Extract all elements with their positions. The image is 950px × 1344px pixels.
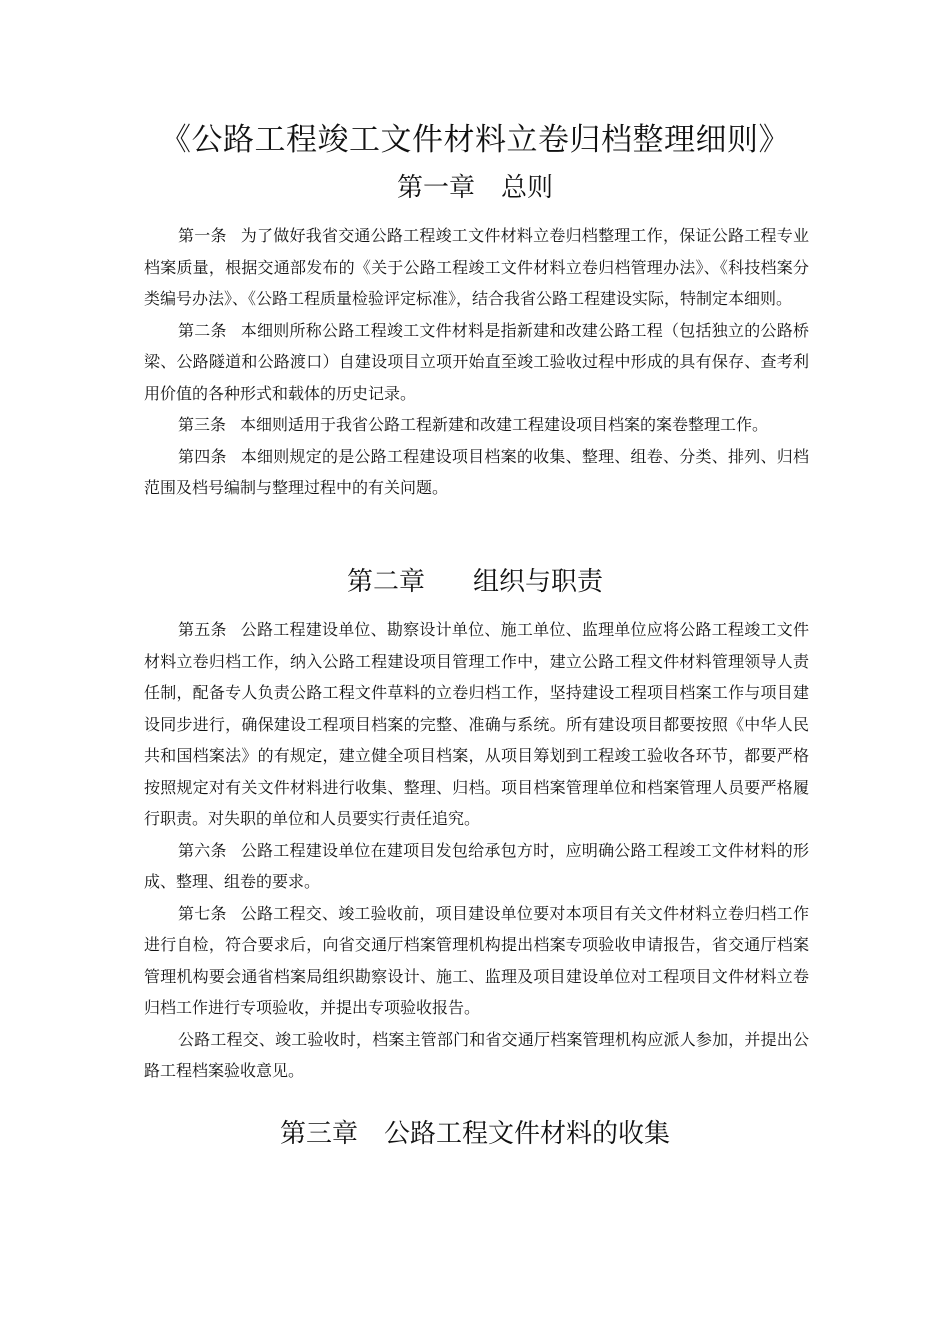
document-title: 《公路工程竣工文件材料立卷归档整理细则》 <box>160 122 790 158</box>
chapter-number: 第二章 <box>346 567 425 597</box>
article-label: 第七条 <box>178 903 227 923</box>
chapter-heading-3 <box>0 1114 950 1154</box>
chapter-heading-2 <box>0 562 950 602</box>
chapter-name: 组织与职责 <box>473 567 604 597</box>
article-paragraph <box>144 315 809 410</box>
article-text: 公路工程交、竣工验收时，档案主管部门和省交通厅档案管理机构应派人参加，并提出公路工程档案验收意见。 <box>144 1029 809 1080</box>
article-paragraph <box>144 441 809 504</box>
chapter-heading-1 <box>0 168 950 208</box>
chapter-number: 第三章 <box>279 1119 358 1149</box>
article-paragraph <box>144 1024 809 1087</box>
article-label: 第五条 <box>178 620 227 639</box>
article-text: 公路工程建设单位、勘察设计单位、施工单位、监理单位应将公路工程竣工文件材料立卷归档工作，纳入公路工程建设项目管理工作中，建立公路工程文件材料管理领导人责任制，配备专人负责公路工程文件草料的立卷归档工作，坚持建设工程项目档案工作与项目建设同步进行，确保建设工程项目档案的完整、准确与系统。所有建设项目都要按照《中华人民共和国档案法》的有规定，建立健全项目档案，从项目筹划到工程竣工验收各环节，都要严格按照规定对有关文件材料进行收集、整理、归档。项目档案管理单位和档案管理人员要严格履行职责。对失职的单位和人员要实行责任追究。 <box>144 620 809 828</box>
article-label: 第三条 <box>178 415 227 434</box>
article-label: 第四条 <box>178 446 227 466</box>
article-text: 本细则规定的是公路工程建设项目档案的收集、整理、组卷、分类、排列、归档范围及档号编制与整理过程中的有关问题。 <box>144 446 809 497</box>
article-label: 第一条 <box>178 226 227 245</box>
article-text: 为了做好我省交通公路工程竣工文件材料立卷归档整理工作，保证公路工程专业档案质量，根据交通部发布的《关于公路工程竣工文件材料立卷归档管理办法》、《科技档案分类编号办法》、《公路工程质量检验评定标准》，结合我省公路工程建设实际，特制定本细则。 <box>144 226 809 308</box>
chapter-2-body <box>144 614 809 1087</box>
article-text: 公路工程建设单位在建项目发包给承包方时，应明确公路工程竣工文件材料的形成、整理、组卷的要求。 <box>144 840 809 891</box>
article-paragraph <box>144 898 809 1024</box>
article-text: 公路工程交、竣工验收前，项目建设单位要对本项目有关文件材料立卷归档工作进行自检，符合要求后，向省交通厅档案管理机构提出档案专项验收申请报告，省交通厅档案管理机构要会通省档案局组织勘察设计、施工、监理及项目建设单位对工程项目文件材料立卷归档工作进行专项验收，并提出专项验收报告。 <box>144 903 809 1017</box>
article-label: 第二条 <box>178 320 227 340</box>
article-paragraph <box>144 614 809 835</box>
chapter-1-body <box>144 220 809 504</box>
chapter-name: 总则 <box>501 173 554 203</box>
article-label: 第六条 <box>178 840 227 860</box>
article-paragraph <box>144 835 809 898</box>
chapter-number: 第一章 <box>396 173 475 203</box>
chapter-name: 公路工程文件材料的收集 <box>384 1119 671 1149</box>
article-paragraph <box>144 220 809 315</box>
article-paragraph <box>144 409 809 441</box>
article-text: 本细则适用于我省公路工程新建和改建工程建设项目档案的案卷整理工作。 <box>240 415 769 434</box>
article-text: 本细则所称公路工程竣工文件材料是指新建和改建公路工程（包括独立的公路桥梁、公路隧道和公路渡口）自建设项目立项开始直至竣工验收过程中形成的具有保存、查考利用价值的各种形式和载体的历史记录。 <box>144 320 809 403</box>
